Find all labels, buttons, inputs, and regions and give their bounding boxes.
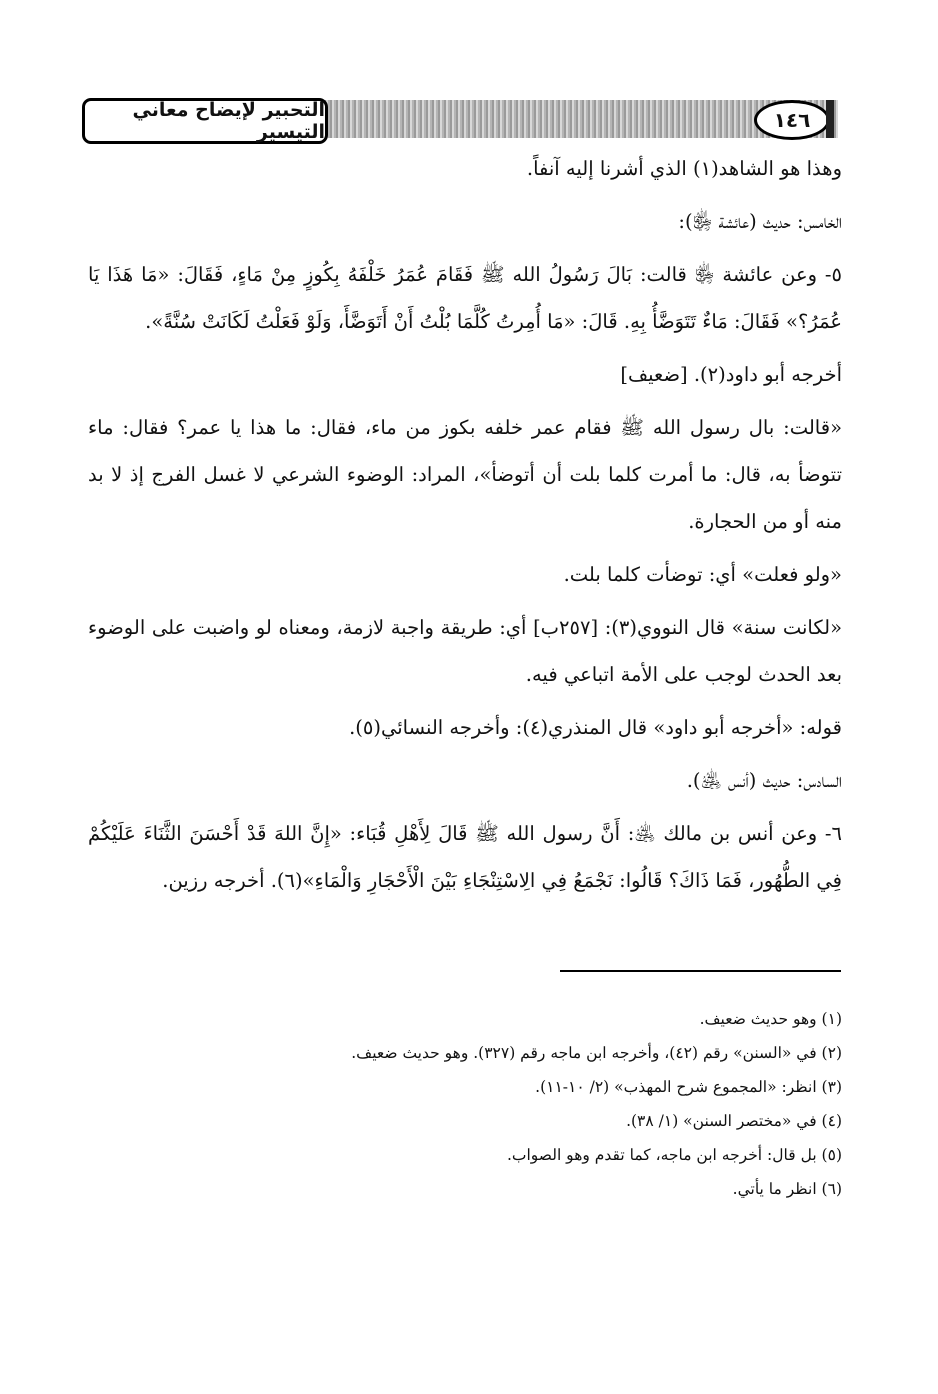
book-title: التحبير لإيضاح معاني التيسير (82, 98, 328, 144)
footnote-2: (٢) في «السنن» رقم (٤٢)، وأخرجه ابن ماجه رقم (٣٢٧). وهو حديث ضعيف. (351, 1044, 842, 1062)
footnote-4: (٤) في «مختصر السنن» (١/ ٣٨). (626, 1112, 842, 1130)
commentary-2: «ولو فعلت» أي: توضأت كلما بلت. (563, 563, 842, 586)
hadith-5-source: أخرجه أبو داود(٢). [ضعيف] (620, 363, 842, 386)
footnote-divider (560, 970, 841, 972)
hadith-5: ٥- وعن عائشة ﵂ قالت: بَالَ رَسُولُ الله ﷺ فَقَامَ عُمَرُ خَلْفَهُ بِكُوزٍ مِنْ مَاءٍ، فَقَالَ: «مَا هَذَا يَا عُمَرُ؟» فَقَالَ: مَاءٌ تَتَوَضَّأُ بِهِ. قَالَ: «مَا أُمِرتُ كُلَّمَا بُلْتُ أَنْ أَتَوَضَّأَ، وَلَوْ فَعَلْتُ لَكَانَتْ سُنَّةً». (88, 263, 842, 333)
header-end-bar (826, 100, 834, 138)
section-heading-5: الخامس: حديث (عائشة ﵂): (678, 210, 842, 233)
commentary-3: «لكانت سنة» قال النووي(٣): [٢٥٧ب] أي: طريقة واجبة لازمة، ومعناه لو واضبت على الوضوء بعد الحدث لوجب على الأمة اتباعي فيه. (88, 616, 842, 686)
footnote-1: (١) وهو حديث ضعيف. (699, 1010, 842, 1028)
page-number: ١٤٦ (754, 100, 830, 140)
paragraph-1: وهذا هو الشاهد(١) الذي أشرنا إليه آنفاً. (526, 157, 842, 180)
main-text (88, 145, 842, 904)
hadith-6: ٦- وعن أنس بن مالك ﵁: أَنَّ رسول الله ﷺ قَالَ لِأَهْلِ قُبَاء: «إِنَّ اللهَ قَدْ أَحْسَنَ الثَّنَاءَ عَلَيْكُمْ فِي الطُّهُور، فَمَا ذَاكَ؟ قَالُوا: نَجْمَعُ فِي الِاسْتِنْجَاءِ بَيْنَ الْأَحْجَارِ وَالْمَاءِ»(٦). أخرجه رزين. (88, 822, 842, 892)
footnote-5: (٥) بل قال: أخرجه ابن ماجه، كما تقدم وهو الصواب. (506, 1146, 842, 1164)
footnote-6: (٦) انظر ما يأتي. (732, 1180, 842, 1198)
commentary-4: قوله: «أخرجه أبو داود» قال المنذري(٤): وأخرجه النسائي(٥). (349, 716, 842, 739)
section-heading-6: السادس: حديث (أنس ﵁). (686, 769, 842, 792)
commentary-1: «قالت: بال رسول الله ﷺ فقام عمر خلفه بكوز من ماء، فقال: ما هذا يا عمر؟ فقال: ماء تتوضأ به، قال: ما أمرت كلما بلت أن أتوضأ»، المراد: الوضوء الشرعي لا غسل الفرج إذ لا بد منه أو من الحجارة. (88, 416, 842, 533)
footnotes (88, 1002, 842, 1206)
footnote-3: (٣) انظر: «المجموع شرح المهذب» (٢/ ١٠-١١). (535, 1078, 842, 1096)
